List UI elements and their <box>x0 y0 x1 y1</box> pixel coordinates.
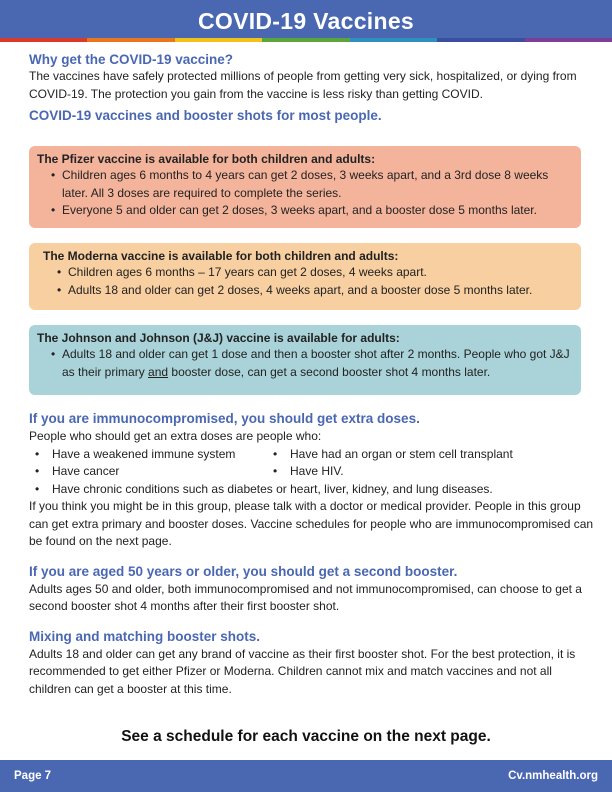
immuno-intro: People who should get an extra doses are people who: <box>29 429 322 443</box>
mixing-heading: Mixing and matching booster shots. <box>29 628 261 644</box>
moderna-box <box>29 243 581 310</box>
pfizer-list <box>37 167 573 220</box>
stripe-segment <box>525 38 612 42</box>
immuno-list <box>29 446 597 481</box>
list-item: • Have chronic conditions such as diabetes or heart, liver, kidney, and lung diseases. <box>35 481 597 499</box>
page-footer <box>0 760 612 792</box>
pfizer-title: The Pfizer vaccine is available for both children and adults: <box>37 152 376 166</box>
pfizer-box <box>29 146 581 228</box>
main-heading: COVID-19 vaccines and booster shots for most people. <box>29 108 382 123</box>
fifty-text: Adults ages 50 and older, both immunocompromised and not immunocompromised, can choose to get a second booster shot 4 months after their first booster shot. <box>29 581 582 613</box>
stripe-segment <box>437 38 524 42</box>
mixing-text: Adults 18 and older can get any brand of vaccine as their first booster shot. For the best protection, it is recommended to get either Pfizer or Moderna. Children cannot mix and match vaccines and not all children can get a booster at this time. <box>29 646 576 696</box>
jj-box <box>29 325 581 395</box>
moderna-title: The Moderna vaccine is available for both children and adults: <box>43 249 399 263</box>
list-item: • Have had an organ or stem cell transplant <box>273 446 573 464</box>
immuno-list-wide <box>29 481 597 499</box>
stripe-segment <box>87 38 174 42</box>
moderna-list <box>43 264 573 299</box>
schedule-callout: See a schedule for each vaccine on the next page. <box>121 728 491 745</box>
stripe-segment <box>175 38 262 42</box>
list-item: • Have a weakened immune system <box>35 446 273 464</box>
jj-title: The Johnson and Johnson (J&J) vaccine is available for adults: <box>37 331 400 345</box>
list-item: • Have HIV. <box>273 463 573 481</box>
list-item: • Have cancer <box>35 463 273 481</box>
jj-list <box>37 346 573 381</box>
rainbow-stripe <box>0 38 612 42</box>
fifty-heading: If you are aged 50 years or older, you should get a second booster. <box>29 563 458 579</box>
page-title: COVID-19 Vaccines <box>197 7 415 34</box>
list-item <box>51 346 573 381</box>
list-item: • Children ages 6 months – 17 years can get 2 doses, 4 weeks apart. <box>57 264 573 282</box>
immuno-heading: If you are immunocompromised, you should get extra doses. <box>29 411 420 426</box>
jj-item-text: Adults 18 and older can get 1 dose and then a booster shot after 2 months. People who got J&J as their primary <box>62 347 570 379</box>
jj-item-underlined: and <box>148 364 169 379</box>
page-number: Page 7 <box>14 770 52 782</box>
immuno-text: If you think you might be in this group, please talk with a doctor or medical provider. People in this group can get extra primary and booster doses. Vaccine schedules for people who are immunocompromised can be found on the next page. <box>29 499 594 548</box>
why-text: The vaccines have safely protected millions of people from getting very sick, hospitalized, or dying from COVID-19. The protection you gain from the vaccine is less risky than getting COVID. <box>29 69 577 101</box>
jj-item-text: booster dose, can get a second booster shot 4 months later. <box>168 364 491 379</box>
intro-section <box>29 52 595 123</box>
lower-section <box>29 411 597 698</box>
list-item: • Children ages 6 months to 4 years can get 2 doses, 3 weeks apart, and a 3rd dose 8 weeks later. All 3 doses are required to complete the series. <box>51 167 573 202</box>
list-item: • Everyone 5 and older can get 2 doses, 3 weeks apart, and a booster dose 5 months later. <box>51 202 573 220</box>
stripe-segment <box>350 38 437 42</box>
page-header <box>0 0 612 42</box>
why-heading: Why get the COVID-19 vaccine? <box>29 52 234 67</box>
stripe-segment <box>0 38 87 42</box>
stripe-segment <box>262 38 349 42</box>
site-link[interactable]: Cv.nmhealth.org <box>508 770 598 782</box>
list-item: • Adults 18 and older can get 2 doses, 4 weeks apart, and a booster dose 5 months later. <box>57 282 573 300</box>
